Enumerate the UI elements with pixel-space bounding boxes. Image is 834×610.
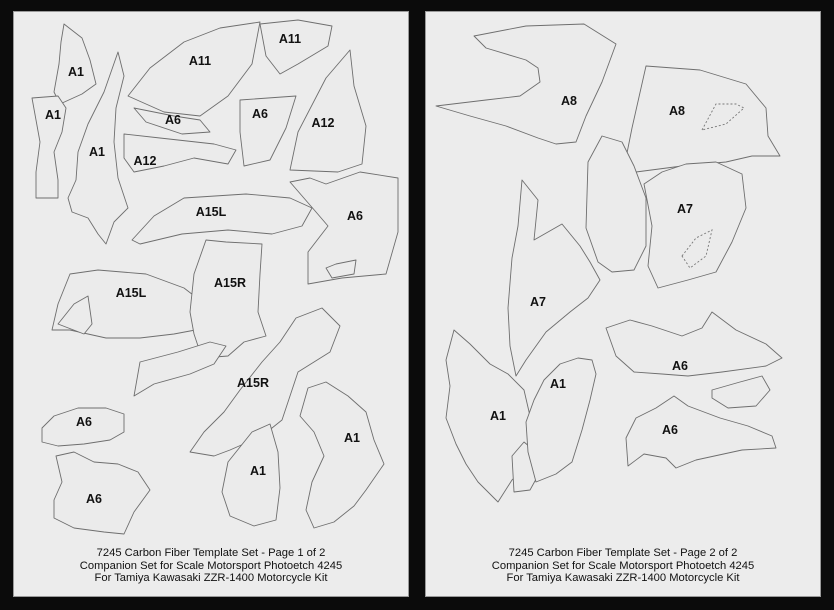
piece-label: A8 bbox=[669, 104, 685, 118]
piece-label: A1 bbox=[550, 377, 566, 391]
template-piece-a6 bbox=[626, 396, 776, 468]
caption-line-kit: For Tamiya Kawasaki ZZR-1400 Motorcycle Kit bbox=[506, 572, 740, 585]
template-sheet-page-2 bbox=[425, 11, 821, 597]
piece-label: A1 bbox=[45, 108, 61, 122]
piece-label: A1 bbox=[344, 431, 360, 445]
template-piece-a6 bbox=[132, 194, 312, 244]
template-piece-a15l-slot bbox=[134, 342, 226, 396]
piece-label: A1 bbox=[89, 145, 105, 159]
template-pieces-page-1 bbox=[14, 12, 410, 598]
sheet-caption bbox=[14, 547, 408, 585]
template-piece-a11 bbox=[260, 20, 332, 74]
piece-label: A12 bbox=[311, 116, 335, 130]
piece-label: A8 bbox=[561, 94, 577, 108]
piece-label: A6 bbox=[662, 423, 678, 437]
template-piece-a1 bbox=[54, 24, 96, 104]
piece-label: A6 bbox=[165, 113, 181, 127]
template-pieces-page-2 bbox=[426, 12, 822, 598]
template-piece-a8 bbox=[626, 66, 780, 172]
piece-label: A12 bbox=[133, 154, 157, 168]
piece-label: A15R bbox=[214, 276, 246, 290]
piece-label: A6 bbox=[347, 209, 363, 223]
template-sheet-page-1 bbox=[13, 11, 409, 597]
piece-label: A6 bbox=[76, 415, 92, 429]
sheet-caption bbox=[426, 547, 820, 585]
piece-label: A1 bbox=[490, 409, 506, 423]
caption-line-title: 7245 Carbon Fiber Template Set - Page 2 of 2 bbox=[508, 547, 738, 560]
piece-label: A7 bbox=[677, 202, 693, 216]
template-piece-a6 bbox=[606, 312, 782, 376]
template-piece-a8 bbox=[436, 24, 616, 144]
template-piece-a1 bbox=[300, 382, 384, 528]
piece-label: A15L bbox=[115, 286, 147, 300]
piece-label: A11 bbox=[278, 32, 302, 46]
piece-label: A1 bbox=[250, 464, 266, 478]
caption-line-companion: Companion Set for Scale Motorsport Photoetch 4245 bbox=[491, 559, 755, 572]
piece-label: A15L bbox=[195, 205, 227, 219]
template-piece-a12 bbox=[290, 50, 366, 172]
template-piece-a7 bbox=[644, 162, 746, 288]
piece-label: A6 bbox=[86, 492, 102, 506]
template-piece-a15r bbox=[190, 240, 266, 358]
piece-label: A7 bbox=[530, 295, 546, 309]
template-piece-a12 bbox=[240, 96, 296, 166]
template-piece-a6-tab bbox=[712, 376, 770, 408]
piece-label: A11 bbox=[188, 54, 212, 68]
caption-line-title: 7245 Carbon Fiber Template Set - Page 1 of 2 bbox=[96, 547, 326, 560]
caption-line-kit: For Tamiya Kawasaki ZZR-1400 Motorcycle Kit bbox=[94, 572, 328, 585]
piece-label: A6 bbox=[672, 359, 688, 373]
piece-label: A15R bbox=[237, 376, 269, 390]
caption-line-companion: Companion Set for Scale Motorsport Photoetch 4245 bbox=[79, 559, 343, 572]
template-piece-a6 bbox=[54, 452, 150, 534]
piece-label: A1 bbox=[68, 65, 84, 79]
piece-label: A6 bbox=[252, 107, 268, 121]
